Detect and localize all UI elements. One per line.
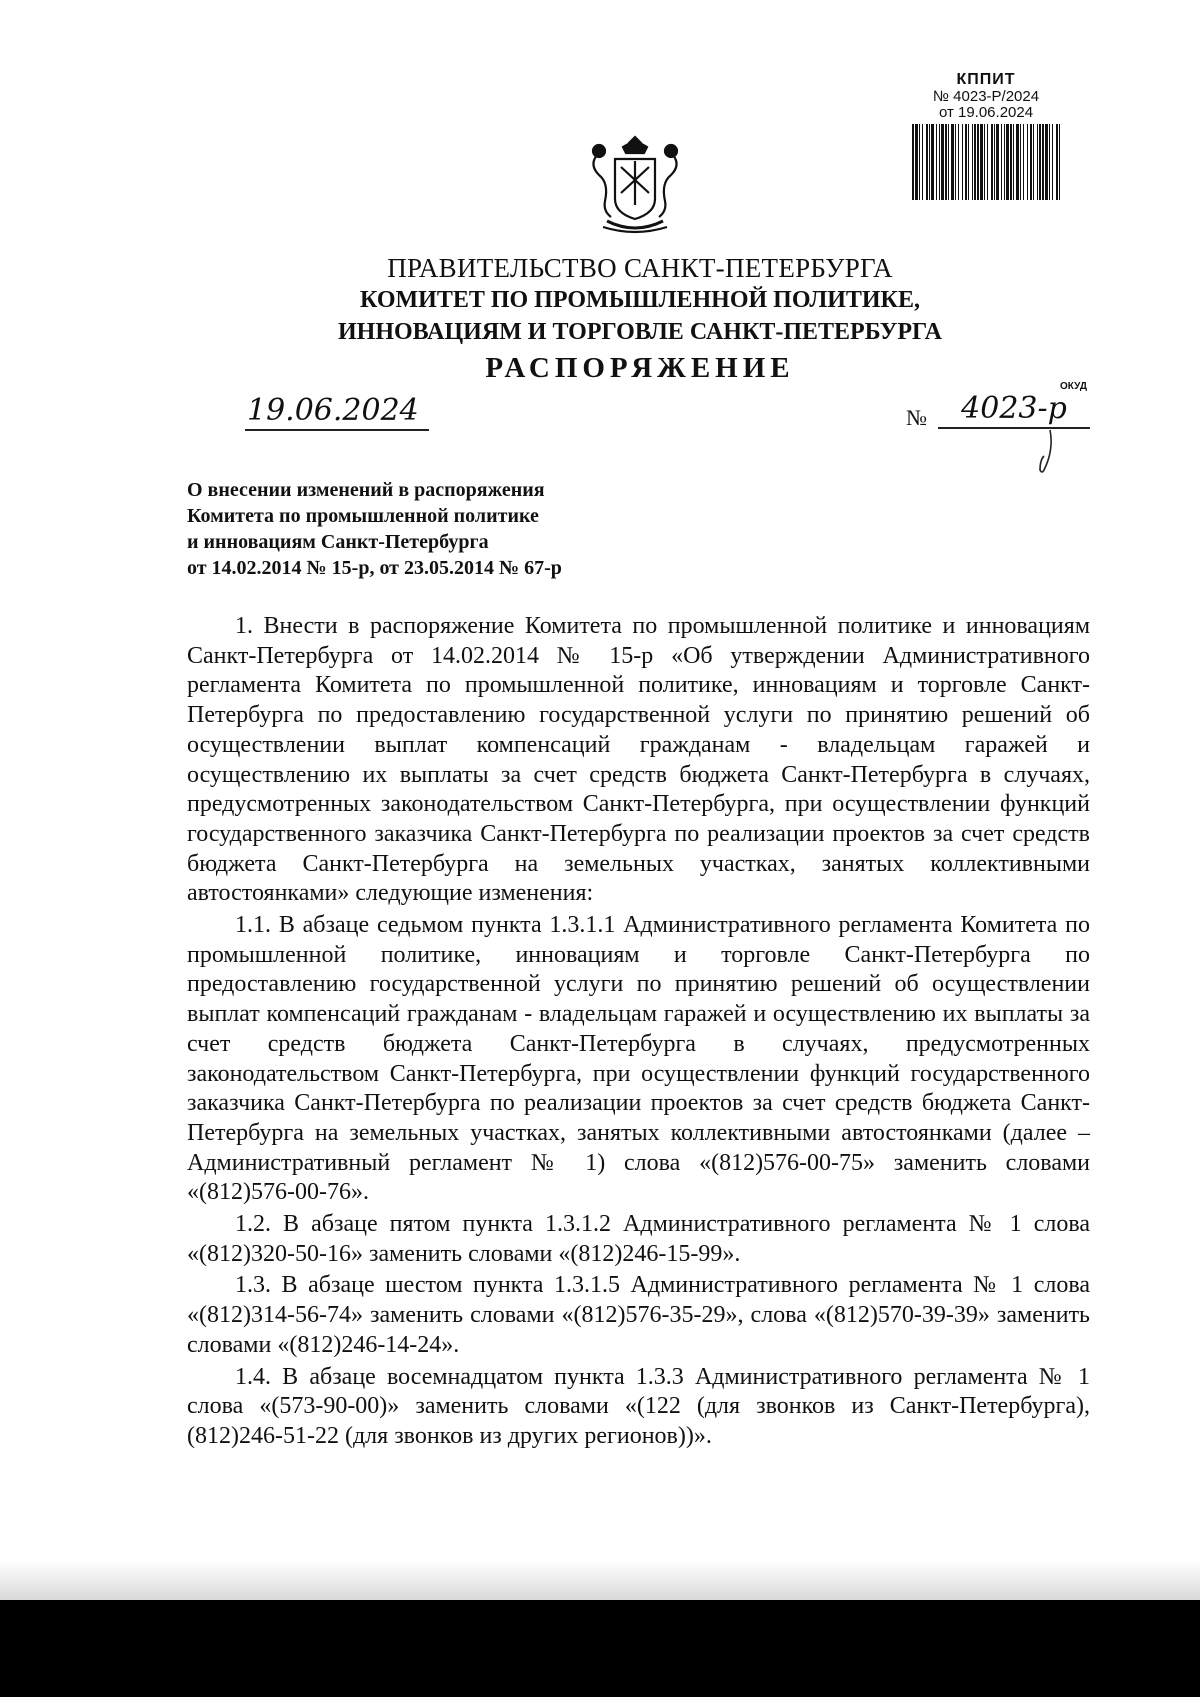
barcode-bar bbox=[1020, 124, 1021, 200]
committee-title-line2: ИННОВАЦИЯМ И ТОРГОВЛЕ САНКТ-ПЕТЕРБУРГА bbox=[337, 319, 942, 345]
barcode-bar bbox=[1006, 124, 1009, 200]
barcode-bar bbox=[922, 124, 923, 200]
barcode-bar bbox=[1049, 124, 1050, 200]
document-body bbox=[187, 612, 1090, 1452]
stamp-org: КППИТ bbox=[956, 71, 1016, 88]
barcode-bar bbox=[945, 124, 947, 200]
subject-line: от 14.02.2014 № 15-р, от 23.05.2014 № 67-р bbox=[187, 557, 562, 579]
document-header bbox=[0, 252, 1200, 388]
barcode-bar bbox=[1027, 124, 1028, 200]
subject-line: Комитета по промышленной политике bbox=[187, 505, 539, 527]
document-type: РАСПОРЯЖЕНИЕ bbox=[485, 352, 795, 384]
barcode-bar bbox=[977, 124, 979, 200]
registration-stamp bbox=[906, 72, 1066, 200]
barcode-bar bbox=[974, 124, 976, 200]
barcode-bar bbox=[951, 124, 954, 200]
barcode-bar bbox=[948, 124, 949, 200]
barcode-bar bbox=[912, 124, 914, 200]
barcode-bar bbox=[1013, 124, 1014, 200]
barcode-bar bbox=[1037, 124, 1038, 200]
barcode-bar bbox=[915, 124, 918, 200]
barcode-bar bbox=[1004, 124, 1005, 200]
scan-edge-shadow bbox=[0, 1560, 1200, 1600]
barcode-bar bbox=[939, 124, 940, 200]
barcode-bar bbox=[1033, 124, 1034, 200]
stamp-number: № 4023-Р/2024 bbox=[932, 87, 1040, 105]
barcode-bar bbox=[929, 124, 930, 200]
barcode-bar bbox=[996, 124, 999, 200]
signature-date: 19.06.2024 bbox=[245, 393, 429, 431]
barcode-bar bbox=[962, 124, 963, 200]
paragraph-1-2: 1.2. В абзаце пятом пункта 1.3.1.2 Административного регламента № 1 слова «(812)320-50-16» заменить словами «(812)246-15-99». bbox=[187, 1211, 1090, 1267]
paragraph-1-1: 1.1. В абзаце седьмом пункта 1.3.1.1 Административного регламента Комитета по промышленной политике, инновациям и торговле Санкт-Петербурга по предоставлению государственной услуги по принятию решений об осуществлении выплат компенсаций гражданам - владельцам гаражей и осуществлению их выплаты за счет средств бюджета Санкт-Петербурга в случаях, предусмотренных законодательством Санкт-Петербурга, при осуществлении функций государственного заказчика Санкт-Петербурга по реализации проектов за счет средств бюджета Санкт-Петербурга на земельных участках, занятых коллективными автостоянками (далее – Административный регламент № 1) слова «(812)576-00-75» заменить словами «(812)576-00-76». bbox=[187, 912, 1090, 1206]
paragraph-1-3: 1.3. В абзаце шестом пункта 1.3.1.5 Административного регламента № 1 слова «(812)314-56-74» заменить словами «(812)576-35-29», слова «(812)570-39-39» заменить словами «(812)246-14-24». bbox=[187, 1272, 1090, 1358]
barcode-bar bbox=[941, 124, 944, 200]
barcode-bar bbox=[1030, 124, 1032, 200]
barcode-bar bbox=[980, 124, 983, 200]
barcode-bar bbox=[1056, 124, 1058, 200]
barcode-bar bbox=[958, 124, 959, 200]
barcode-bar bbox=[994, 124, 995, 200]
paragraph-1-4: 1.4. В абзаце восемнадцатом пункта 1.3.3 Административного регламента № 1 слова «(573-90-00)» заменить словами «(122 (для звонков из Санкт-Петербурга), (812)246-51-22 (для звонков из других регионов))». bbox=[187, 1363, 1090, 1449]
barcode-bar bbox=[1059, 124, 1060, 200]
barcode-bar bbox=[1016, 124, 1019, 200]
government-title: ПРАВИТЕЛЬСТВО САНКТ-ПЕТЕРБУРГА bbox=[387, 253, 893, 283]
barcode-bar bbox=[955, 124, 956, 200]
subject-line: и инновациям Санкт-Петербурга bbox=[187, 531, 489, 553]
stamp-date: от 19.06.2024 bbox=[938, 103, 1034, 121]
barcode-bar bbox=[919, 124, 920, 200]
okud-label: ОКУД bbox=[1060, 381, 1087, 392]
barcode-bar bbox=[936, 124, 937, 200]
barcode-bar bbox=[987, 124, 988, 200]
barcode-bar bbox=[965, 124, 967, 200]
barcode-bar bbox=[1039, 124, 1041, 200]
barcode-bar bbox=[1045, 124, 1048, 200]
subject-line: О внесении изменений в распоряжения bbox=[187, 479, 545, 501]
barcode-bar bbox=[931, 124, 934, 200]
number-label: № bbox=[906, 405, 927, 430]
paragraph-1: 1. Внести в распоряжение Комитета по промышленной политике и инновациям Санкт-Петербурга от 14.02.2014 № 15-р «Об утверждении Административного регламента Комитета по промышленной политике, инновациям и торговле Санкт-Петербурга по предоставлению государственной услуги по принятию решений об осуществлении выплат компенсаций гражданам - владельцам гаражей и осуществлению их выплаты за счет средств бюджета Санкт-Петербурга в случаях, предусмотренных законодательством Санкт-Петербурга, при осуществлении функций государственного заказчика Санкт-Петербурга по реализации проектов за счет средств бюджета Санкт-Петербурга на земельных участках, занятых коллективными автостоянками» следующие изменения: bbox=[187, 613, 1090, 907]
barcode-bar bbox=[991, 124, 993, 200]
barcode-bar bbox=[972, 124, 973, 200]
barcode-bar bbox=[968, 124, 969, 200]
barcode-bar bbox=[926, 124, 928, 200]
document-number: 4023-р bbox=[938, 391, 1090, 429]
barcode-bar bbox=[984, 124, 985, 200]
scan-bottom-border bbox=[0, 1600, 1200, 1697]
barcode-bar bbox=[1023, 124, 1024, 200]
handwriting-stroke-icon bbox=[1030, 428, 1060, 478]
coat-of-arms-icon bbox=[585, 133, 685, 235]
document-subject bbox=[187, 477, 562, 581]
barcode-bar bbox=[1001, 124, 1002, 200]
barcode-icon bbox=[910, 124, 1062, 200]
barcode-bar bbox=[1010, 124, 1012, 200]
barcode-bar bbox=[1042, 124, 1044, 200]
committee-title-line1: КОМИТЕТ ПО ПРОМЫШЛЕННОЙ ПОЛИТИКЕ, bbox=[360, 287, 920, 313]
barcode-bar bbox=[1052, 124, 1053, 200]
